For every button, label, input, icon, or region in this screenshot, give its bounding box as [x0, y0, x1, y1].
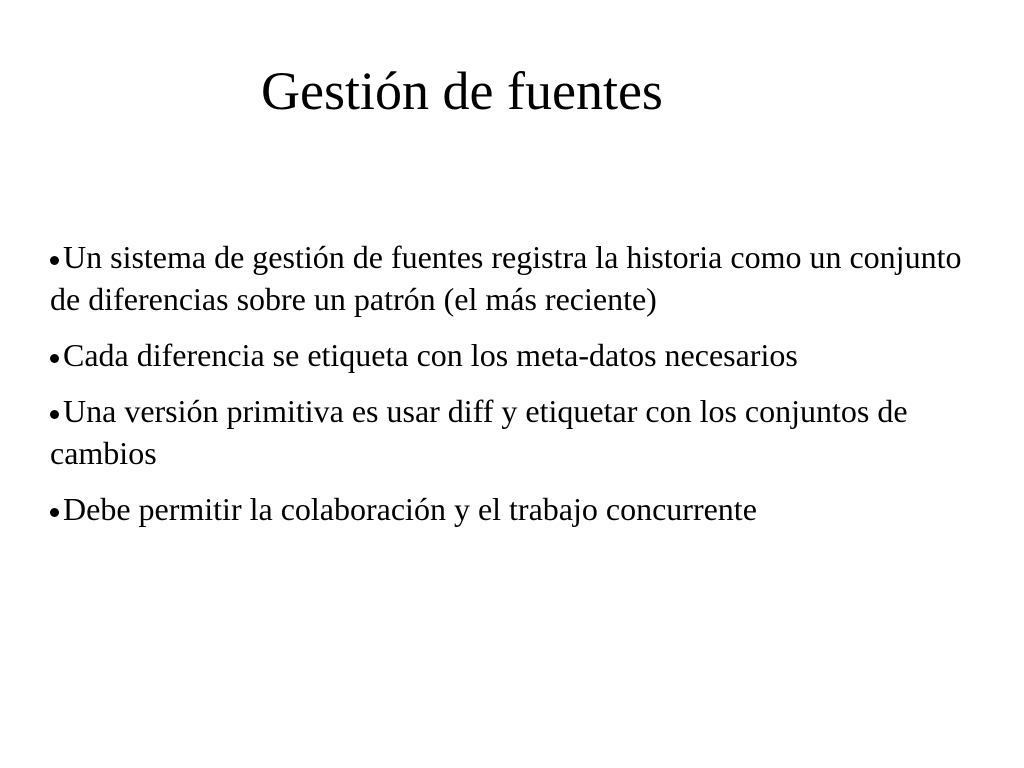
bullet-list: [50, 236, 980, 544]
bullet-dot-icon: [50, 410, 59, 419]
bullet-dot-icon: [50, 508, 59, 517]
slide-title: Gestión de fuentes: [261, 61, 663, 121]
bullet-item: [50, 488, 980, 530]
bullet-dot-icon: [50, 256, 59, 265]
bullet-item: [50, 390, 980, 474]
bullet-text: Debe permitir la colaboración y el trabajo concurrente: [63, 491, 757, 527]
bullet-dot-icon: [50, 354, 59, 363]
bullet-item: [50, 236, 980, 320]
bullet-text: Cada diferencia se etiqueta con los meta-datos necesarios: [63, 337, 798, 373]
bullet-text: Un sistema de gestión de fuentes registra la historia como un conjunto de diferencias sobre un patrón (el más reciente): [50, 239, 962, 317]
bullet-item: [50, 334, 980, 376]
bullet-text: Una versión primitiva es usar diff y etiquetar con los conjuntos de cambios: [50, 393, 908, 471]
